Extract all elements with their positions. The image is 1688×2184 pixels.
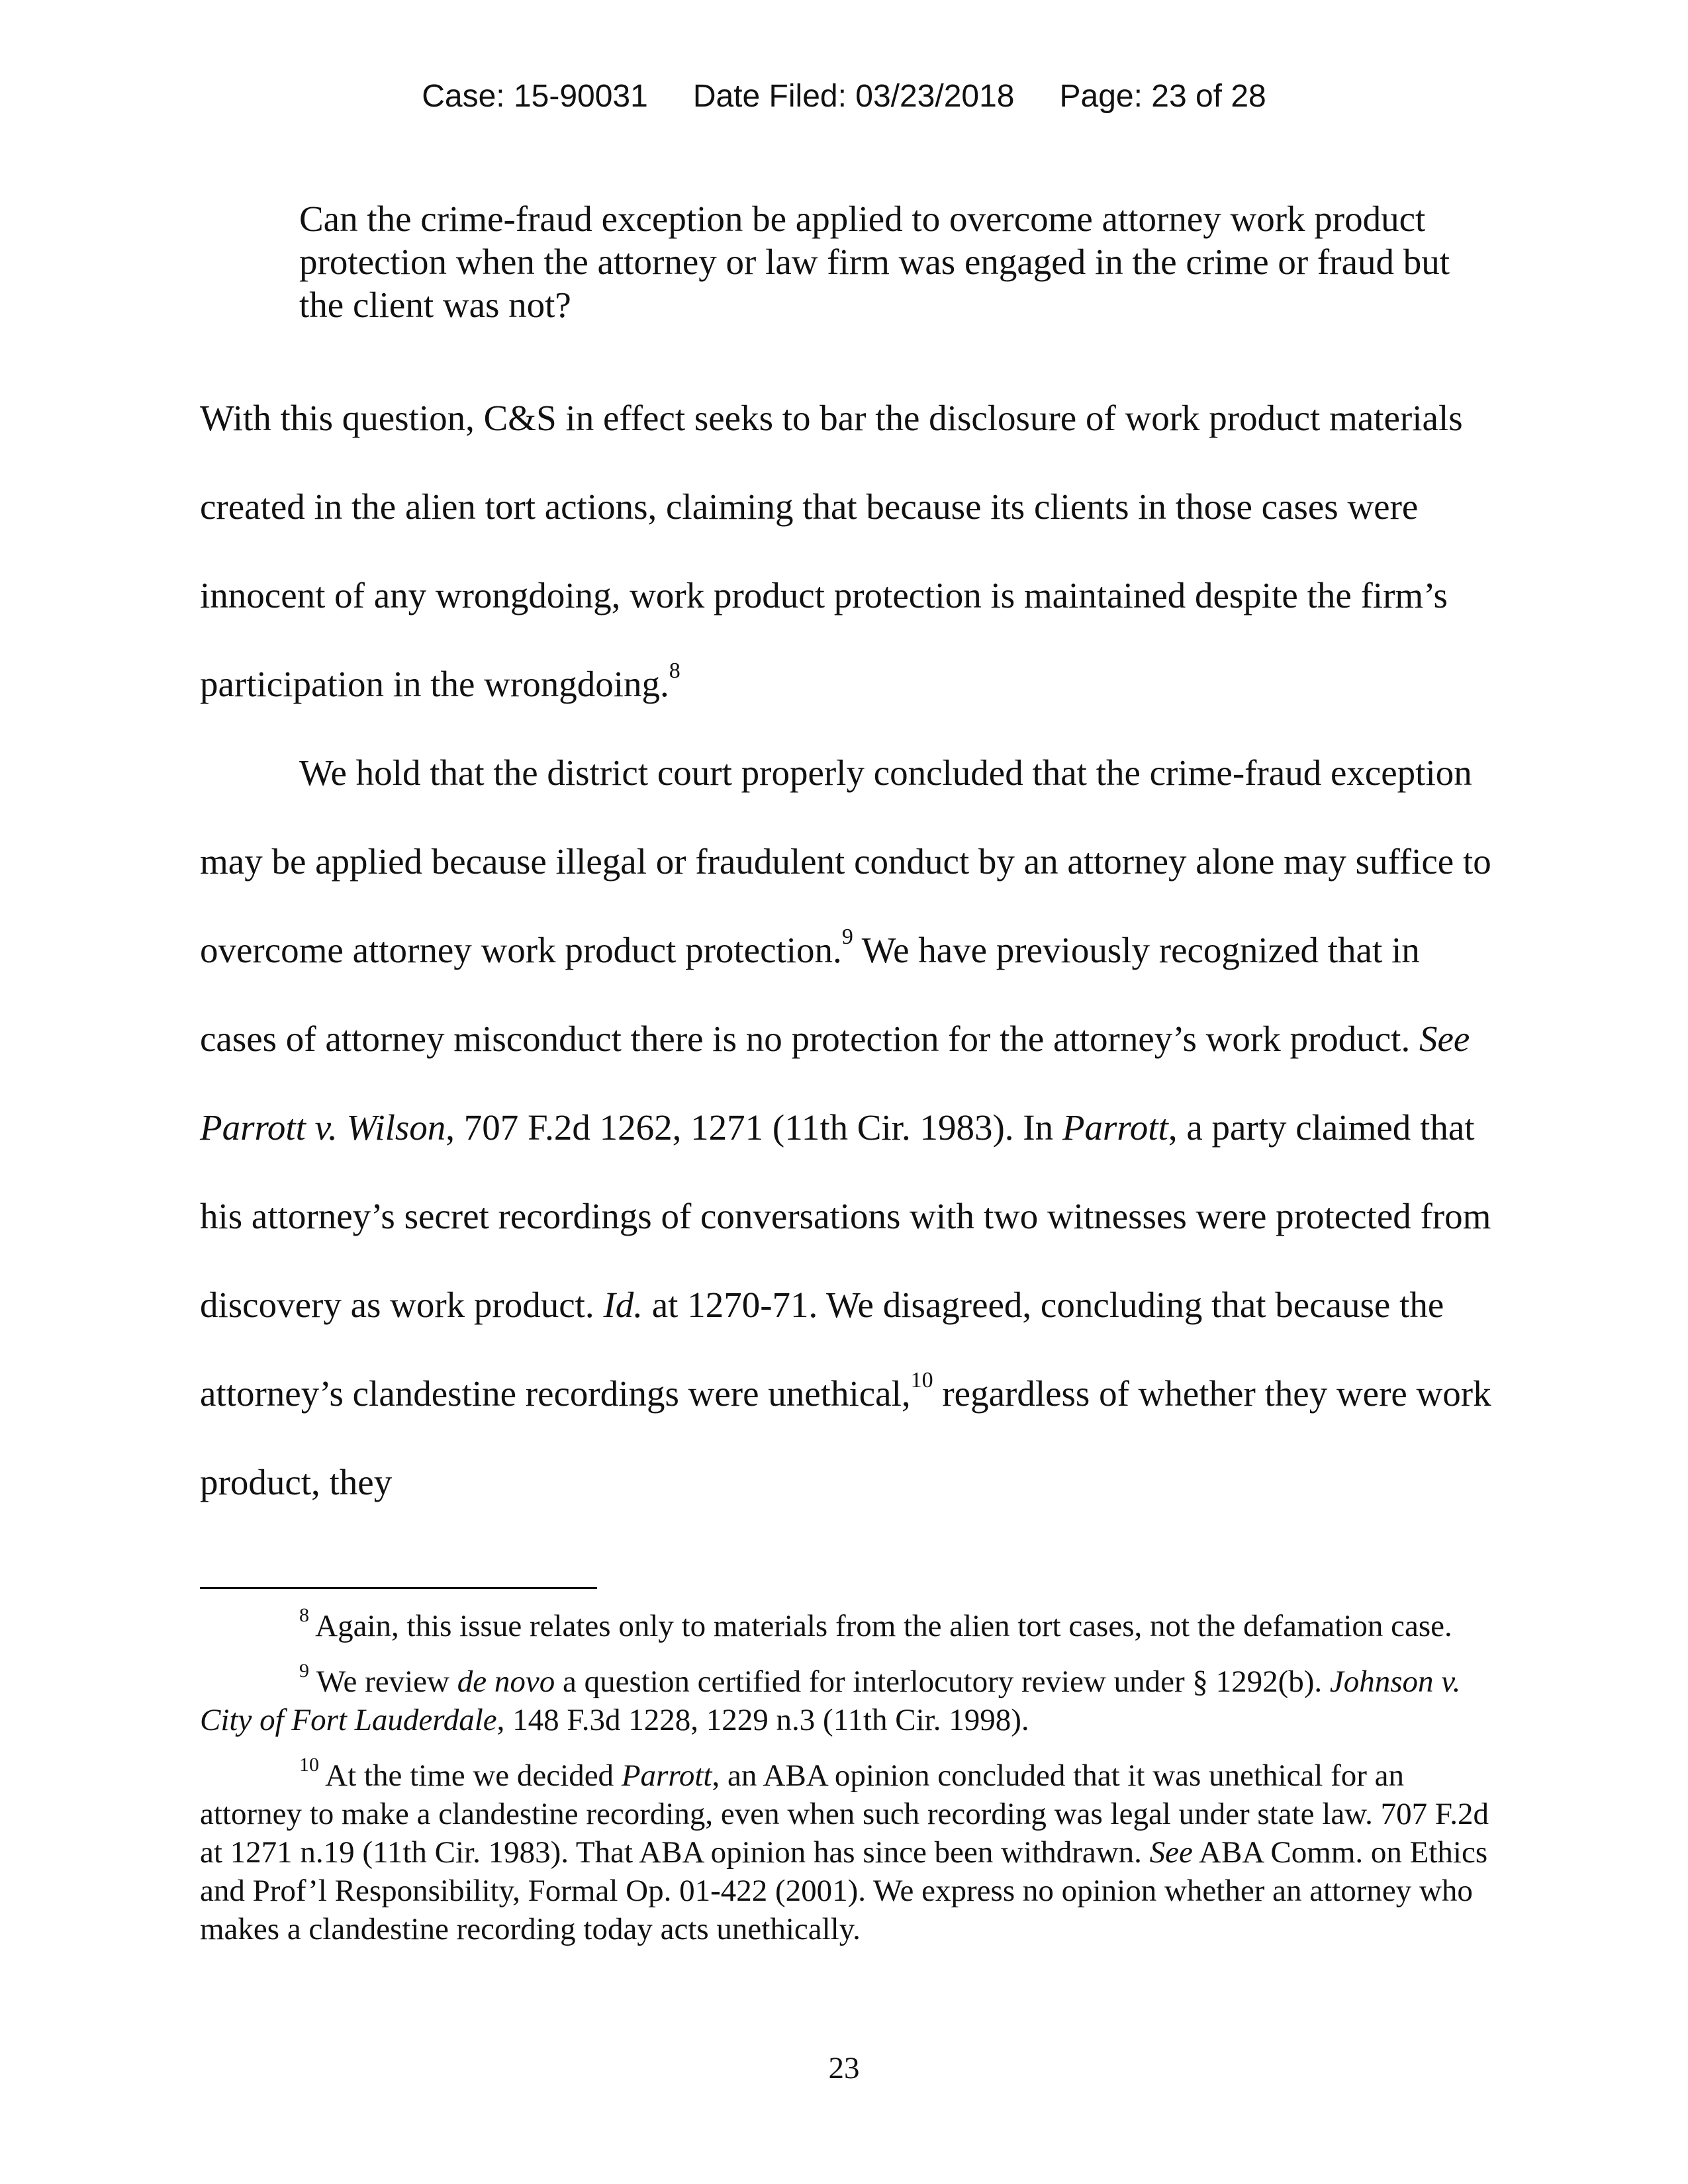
paragraph-2-text-b: , 707 F.2d 1262, 1271 (11th Cir. 1983). In	[445, 1107, 1062, 1148]
footnotes	[200, 1604, 1497, 1966]
footnote-10-text-a: At the time we decided	[319, 1758, 622, 1793]
page-number: 23	[828, 2051, 860, 2085]
page-indicator: Page: 23 of 28	[1059, 79, 1266, 114]
footnote-ref-8: 8	[669, 659, 680, 683]
footnote-10-text-b: , an ABA opinion concluded that it was unethical for an attorney to make a clandestine recording, even when such recording was legal under state law. 707 F.2d at 1271 n.19 (11th Cir. 1983). That ABA opinion has since been withdrawn.	[200, 1758, 1489, 1870]
paragraph-2-text-a: We have previously recognized that in cases of attorney misconduct there is no protection for the attorney’s work product.	[200, 930, 1420, 1059]
paragraph-2-text-d: at 1270-71. We disagreed, concluding that because the attorney’s clandestine recordings were unethical,	[200, 1285, 1444, 1414]
de-novo-term: de novo	[457, 1664, 555, 1699]
case-number: Case: 15-90031	[422, 79, 648, 114]
footnote-8	[200, 1604, 1497, 1645]
date-filed: Date Filed: 03/23/2018	[692, 79, 1015, 114]
see-signal: See	[1419, 1019, 1470, 1059]
footnote-9-text-a: We review	[309, 1664, 457, 1699]
certified-question-blockquote: Can the crime-fraud exception be applied to overcome attorney work product protection when the attorney or law firm was engaged in the crime or fraud but the client was not?	[299, 199, 1450, 325]
case-citation-parrott: Parrott v. Wilson	[200, 1107, 446, 1148]
footnote-9	[200, 1662, 1497, 1739]
case-short-parrott-fn: Parrott	[621, 1758, 712, 1793]
see-signal-fn: See	[1149, 1835, 1193, 1870]
case-citation-johnson: Johnson v. City of Fort Lauderdale	[200, 1664, 1461, 1737]
paragraph-1	[200, 374, 1497, 729]
footnote-number-10: 10	[299, 1754, 319, 1776]
footnote-8-text: Again, this issue relates only to materials from the alien tort cases, not the defamation case.	[309, 1609, 1452, 1643]
opinion-body	[200, 374, 1497, 1527]
paragraph-2-text-c: , a party claimed that his attorney’s secret recordings of conversations with two witnesses were protected from discovery as work product.	[200, 1107, 1491, 1325]
paragraph-2-text-e: regardless of whether they were work product, they	[200, 1373, 1491, 1502]
footnote-10	[200, 1756, 1497, 1948]
footnote-number-9: 9	[299, 1660, 309, 1682]
page-header	[0, 78, 1688, 114]
footnote-ref-9: 9	[841, 925, 853, 949]
paragraph-1-text: With this question, C&S in effect seeks to bar the disclosure of work product materials created in the alien tort actions, claiming that because its clients in those cases were innocent of any wrongdoing, work product protection is maintained despite the firm’s participation in the wrongdoing.	[200, 398, 1463, 704]
footnote-divider	[200, 1587, 597, 1589]
footnote-9-text-c: , 148 F.3d 1228, 1229 n.3 (11th Cir. 1998).	[496, 1703, 1029, 1737]
id-signal: Id.	[603, 1285, 643, 1325]
paragraph-2	[200, 729, 1497, 1527]
case-short-parrott: Parrott	[1062, 1107, 1168, 1148]
footnote-9-text-b: a question certified for interlocutory review under § 1292(b).	[555, 1664, 1330, 1699]
footnote-number-8: 8	[299, 1604, 309, 1626]
holding-text: We hold that the district court properly concluded that the crime-fraud exception may be applied because illegal or fraudulent conduct by an attorney alone may suffice to overcome attorney work product protection.	[200, 752, 1491, 970]
footnote-ref-10: 10	[910, 1368, 933, 1392]
footnote-10-text-c: ABA Comm. on Ethics and Prof’l Responsibility, Formal Op. 01-422 (2001). We express no opinion whether an attorney who makes a clandestine recording today acts unethically.	[200, 1835, 1488, 1946]
